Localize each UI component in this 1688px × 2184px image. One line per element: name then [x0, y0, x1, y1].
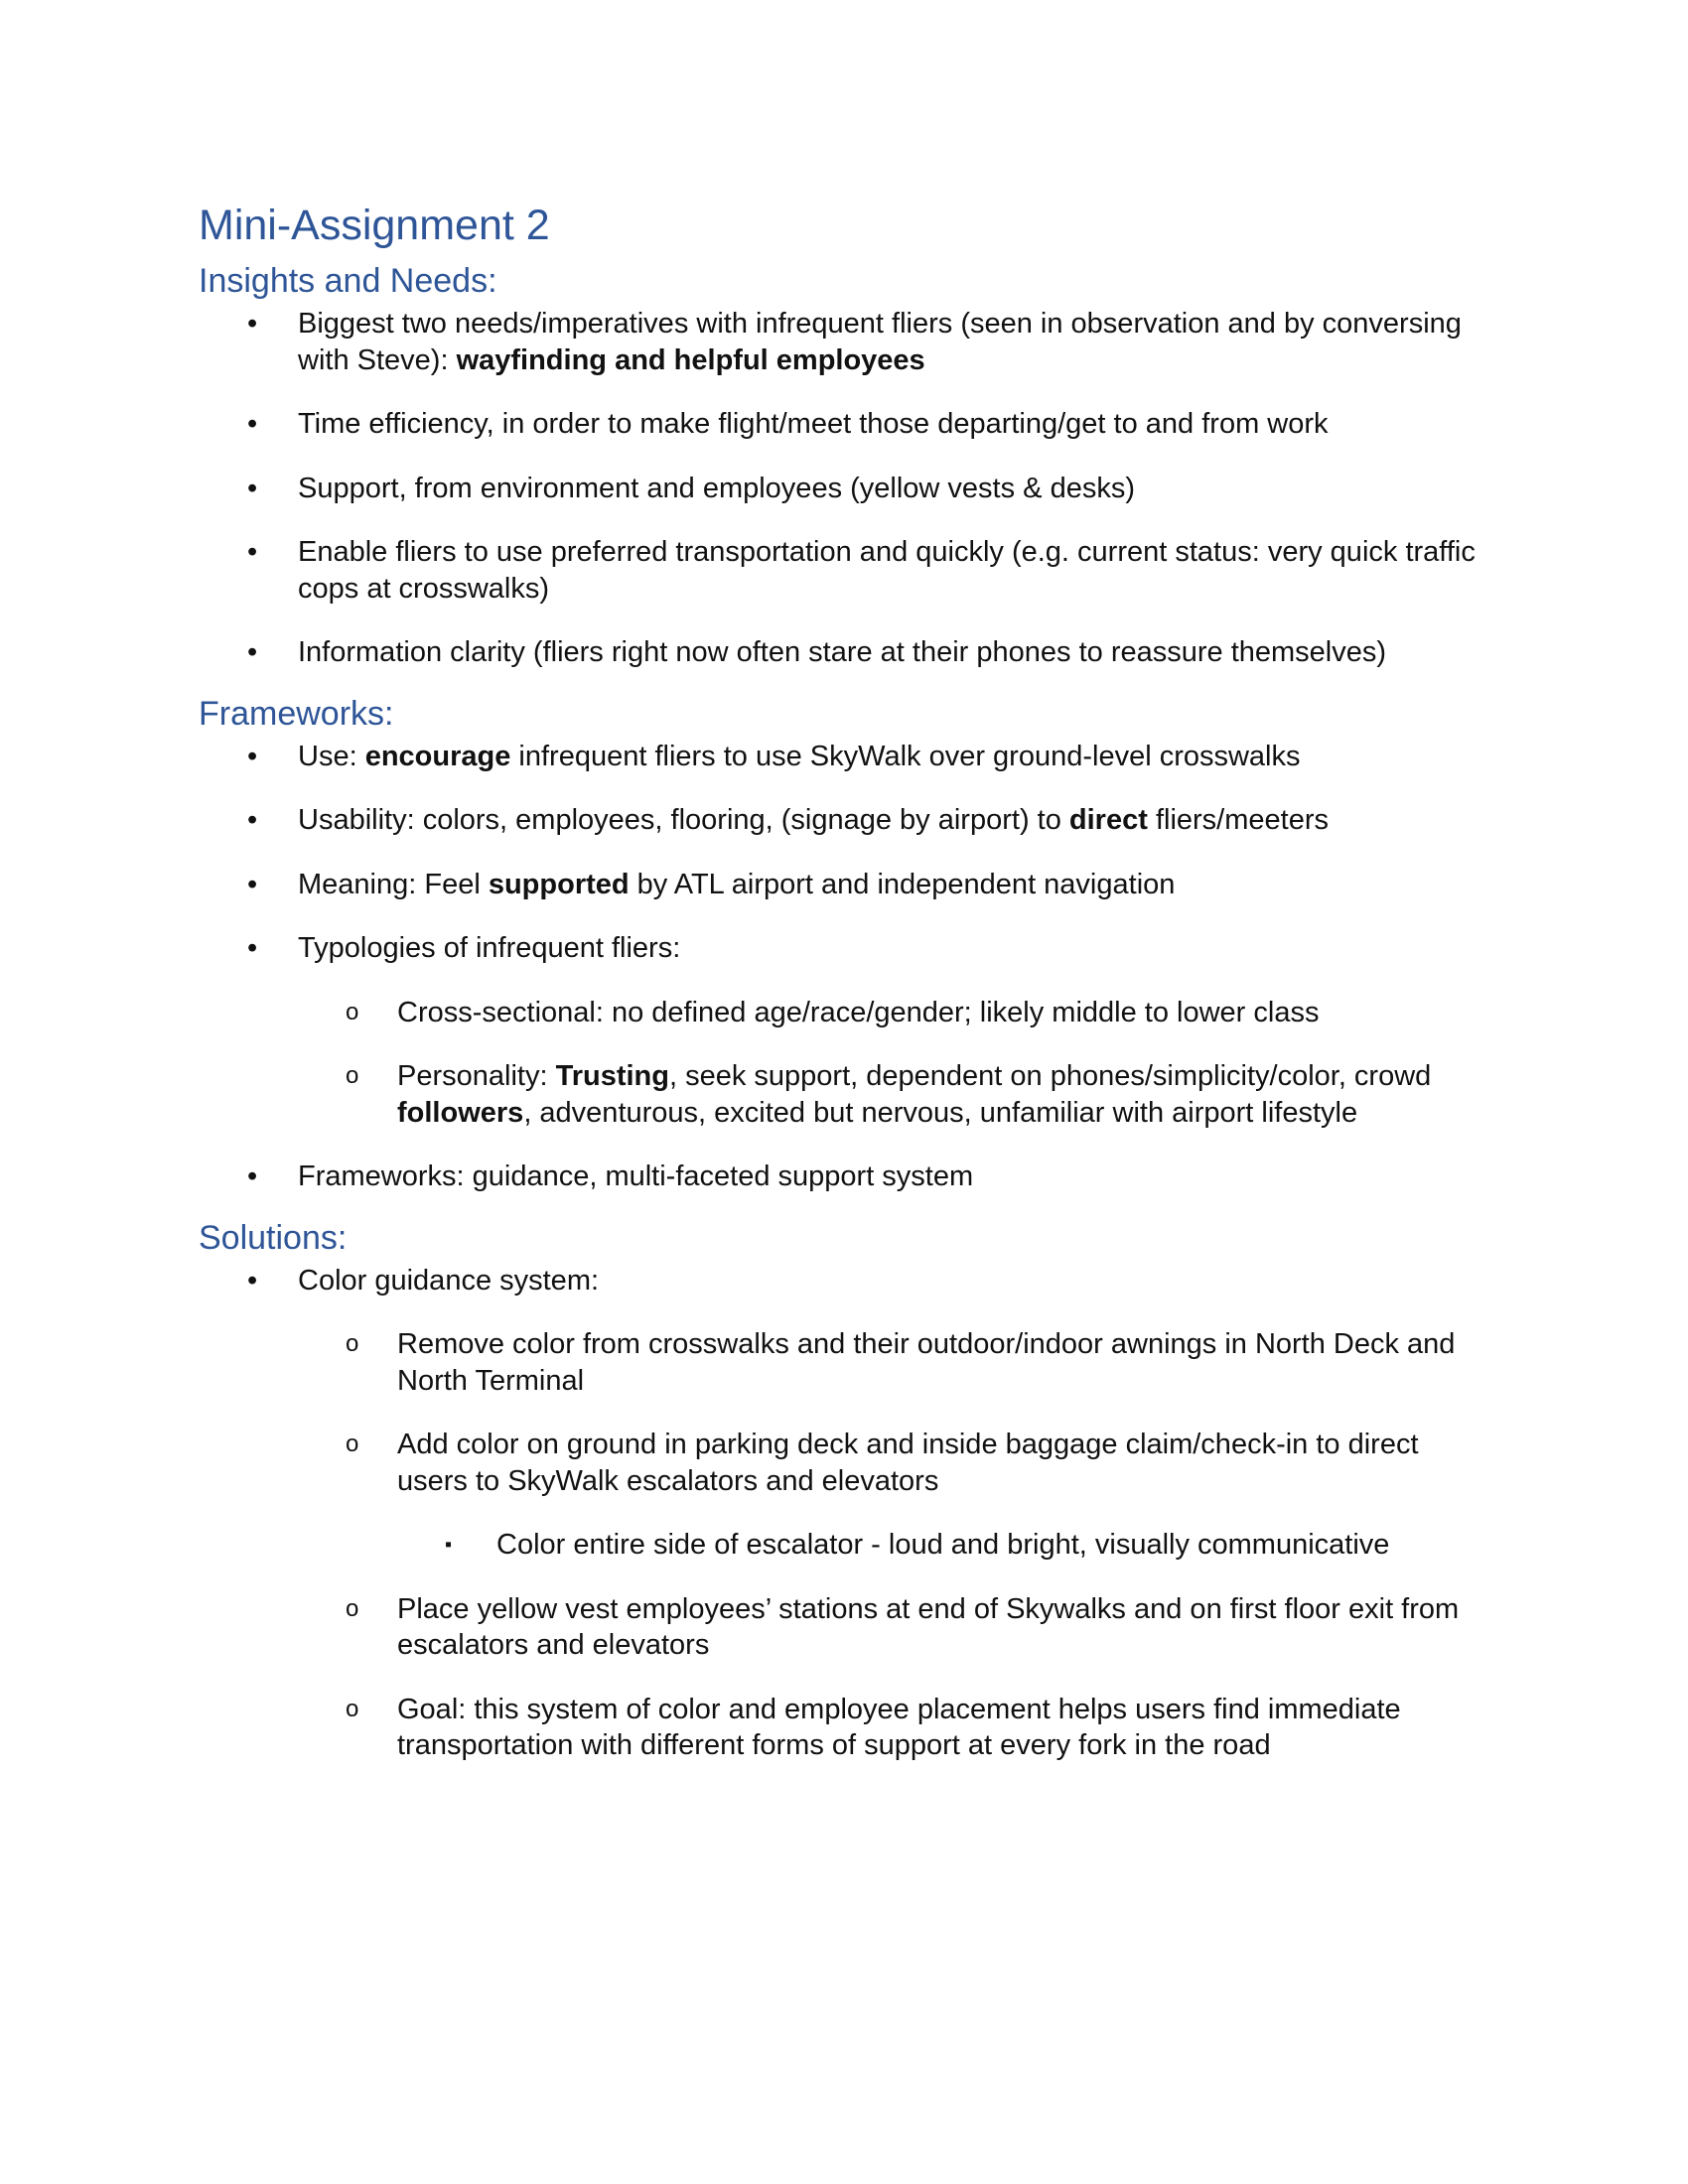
list-item	[199, 534, 1489, 607]
item-text: Add color on ground in parking deck and inside baggage claim/check-in to direct users to SkyWalk escalators and elevators	[397, 1429, 1419, 1497]
bullet-marker: •	[247, 472, 258, 504]
bullet-marker: •	[247, 636, 258, 668]
circle-bullet-marker: o	[346, 1062, 359, 1089]
section-heading-solutions: Solutions:	[199, 1218, 348, 1257]
bullet-marker: •	[247, 932, 258, 964]
circle-bullet-marker: o	[346, 1431, 359, 1457]
list-item	[199, 634, 1489, 671]
bullet-marker: •	[247, 740, 258, 772]
item-bold-text: wayfinding and helpful employees	[456, 343, 925, 376]
sub-list-item	[199, 1326, 1489, 1399]
item-text: Frameworks: guidance, multi-faceted support system	[298, 1160, 974, 1192]
item-text: Meaning: Feel	[298, 868, 489, 900]
item-text: Cross-sectional: no defined age/race/gender; likely middle to lower class	[397, 996, 1320, 1028]
section-heading-frameworks: Frameworks:	[199, 694, 394, 733]
bullet-marker: •	[247, 868, 258, 900]
item-text: , seek support, dependent on phones/simplicity/color, crowd	[668, 1060, 1432, 1092]
item-text: Place yellow vest employees’ stations at end of Skywalks and on first floor exit from escalators and elevators	[397, 1592, 1460, 1661]
item-text: by ATL airport and independent navigation	[629, 868, 1176, 900]
item-text: Usability: colors, employees, flooring, (signage by airport) to	[298, 804, 1069, 836]
circle-bullet-marker: o	[346, 1330, 359, 1357]
item-text: Biggest two needs/imperatives with infrequent fliers (seen in observation and by conversing with Steve):	[298, 308, 1462, 376]
item-text: Enable fliers to use preferred transportation and quickly (e.g. current status: very quick traffic cops at crosswalks)	[298, 536, 1476, 605]
circle-bullet-marker: o	[346, 998, 359, 1025]
square-bullet-marker: ▪	[445, 1534, 453, 1556]
insights-list	[199, 306, 1489, 671]
bullet-marker: •	[247, 1264, 258, 1297]
bullet-marker: •	[247, 1160, 258, 1192]
document-title: Mini-Assignment 2	[199, 202, 550, 249]
list-item	[199, 867, 1489, 903]
sub-list-item	[199, 1692, 1489, 1764]
solutions-list	[199, 1263, 1489, 1764]
bullet-marker: •	[247, 536, 258, 568]
item-text: infrequent fliers to use SkyWalk over ground-level crosswalks	[510, 740, 1301, 772]
bullet-marker: •	[247, 408, 258, 440]
sub-list-item	[199, 1427, 1489, 1499]
bullet-marker: •	[247, 804, 258, 836]
list-item	[199, 471, 1489, 507]
section-heading-insights: Insights and Needs:	[199, 262, 497, 300]
list-item	[199, 802, 1489, 839]
item-text: Use:	[298, 740, 365, 772]
list-item	[199, 1159, 1489, 1195]
item-bold-text: encourage	[364, 740, 511, 772]
item-bold-text: followers	[397, 1096, 524, 1129]
sub-list-item	[199, 995, 1489, 1031]
frameworks-list	[199, 739, 1489, 1195]
item-bold-text: Trusting	[555, 1060, 669, 1092]
item-text: , adventurous, excited but nervous, unfamiliar with airport lifestyle	[523, 1096, 1358, 1129]
item-text: Color entire side of escalator - loud and bright, visually communicative	[496, 1529, 1390, 1561]
item-text: fliers/meeters	[1147, 804, 1329, 836]
item-text: Personality:	[397, 1060, 556, 1092]
sub-list-item	[199, 1591, 1489, 1664]
bullet-marker: •	[247, 308, 258, 340]
item-text: Goal: this system of color and employee placement helps users find immediate transportation with different forms of support at every fork in the road	[397, 1693, 1401, 1761]
item-text: Typologies of infrequent fliers:	[298, 932, 681, 964]
item-text: Color guidance system:	[298, 1264, 600, 1297]
list-item	[199, 739, 1489, 775]
item-bold-text: supported	[488, 868, 630, 900]
sub-list-item	[199, 1058, 1489, 1131]
item-text: Time efficiency, in order to make flight/meet those departing/get to and from work	[298, 408, 1329, 440]
document-page	[199, 195, 1489, 1764]
sub-sub-list-item	[199, 1527, 1489, 1564]
circle-bullet-marker: o	[346, 1594, 359, 1622]
circle-bullet-marker: o	[346, 1695, 359, 1722]
item-bold-text: direct	[1068, 804, 1148, 836]
item-text: Information clarity (fliers right now often stare at their phones to reassure themselves)	[298, 636, 1387, 668]
list-item	[199, 1263, 1489, 1299]
item-text: Support, from environment and employees (yellow vests & desks)	[298, 472, 1135, 504]
list-item	[199, 406, 1489, 443]
list-item	[199, 930, 1489, 967]
list-item	[199, 306, 1489, 378]
item-text: Remove color from crosswalks and their outdoor/indoor awnings in North Deck and North Terminal	[397, 1328, 1456, 1397]
